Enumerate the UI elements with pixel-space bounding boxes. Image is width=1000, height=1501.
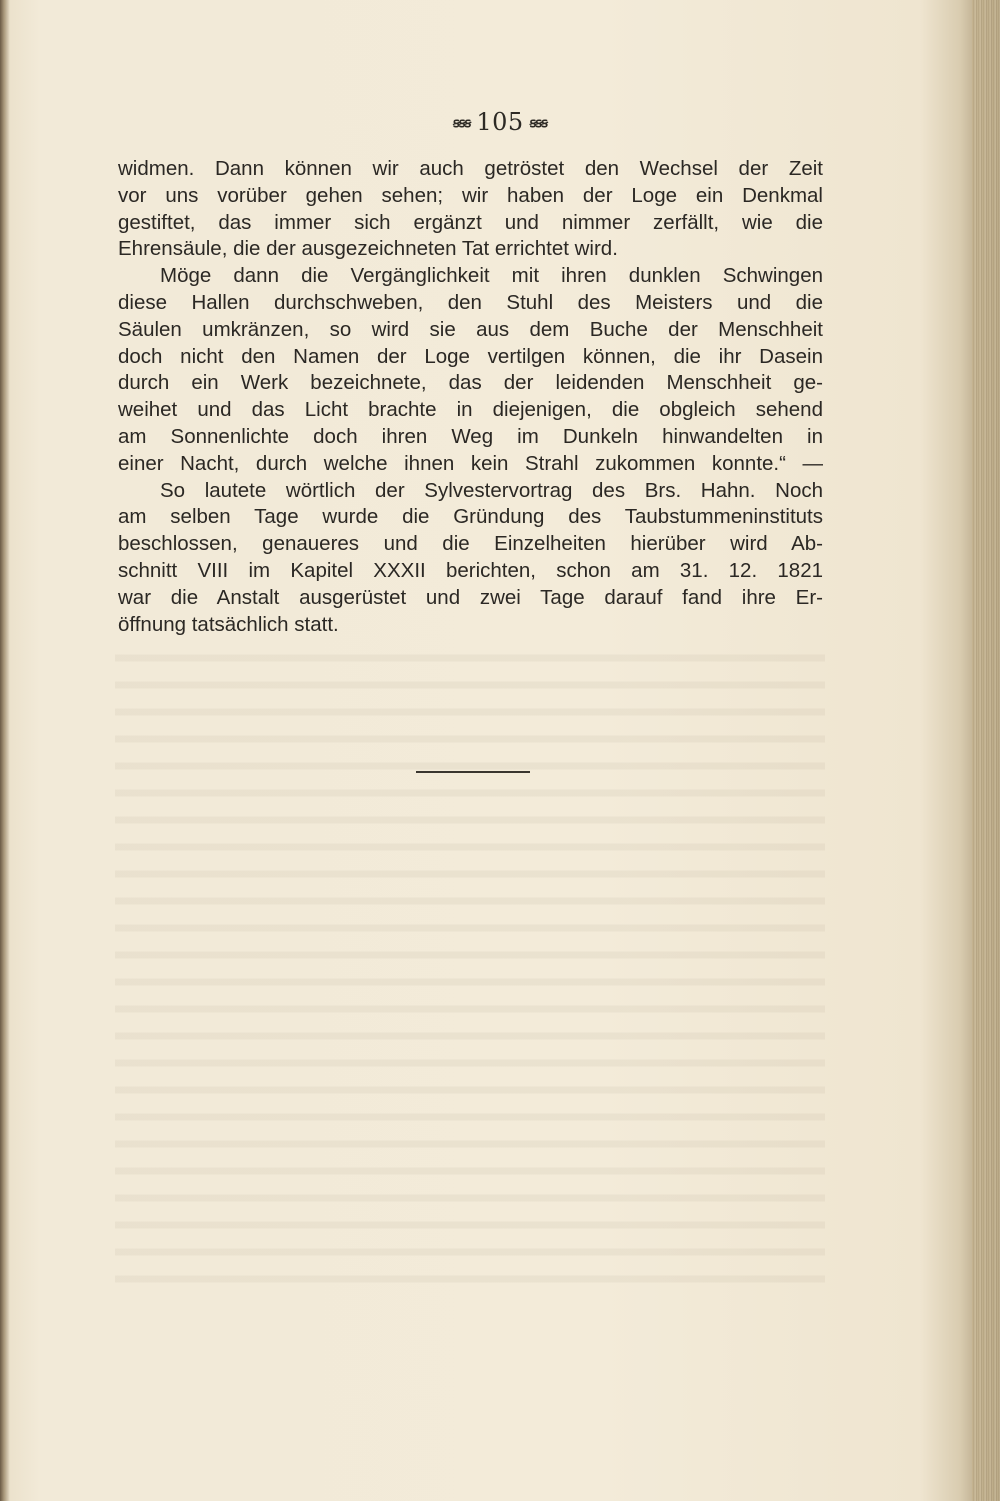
text-line: vor uns vorüber gehen sehen; wir haben der Loge ein Denkmal <box>118 183 823 207</box>
text-line: gestiftet, das immer sich ergänzt und nimmer zerfällt, wie die <box>118 210 823 234</box>
text-line: weihet und das Licht brachte in diejenigen, die obgleich sehend <box>118 398 823 422</box>
text-line: einer Nacht, durch welche ihnen kein Strahl zukommen konnte.“ — <box>118 451 823 475</box>
page-stack-edge <box>972 0 1000 1501</box>
text-line: beschlossen, genaueres und die Einzelheiten hierüber wird Ab- <box>118 532 823 556</box>
bleed-through-text <box>115 640 825 1300</box>
text-line: am Sonnenlichte doch ihren Weg im Dunkeln hinwandelten in <box>118 424 823 448</box>
text-line: durch ein Werk bezeichnete, das der leidenden Menschheit ge- <box>118 371 823 395</box>
section-divider-rule <box>416 771 530 773</box>
text-line: Möge dann die Vergänglichkeit mit ihren dunklen Schwingen <box>160 264 823 288</box>
page-header <box>0 108 1000 136</box>
binding-shadow <box>0 0 10 1501</box>
text-line: doch nicht den Namen der Loge vertilgen können, die ihr Dasein <box>118 344 823 368</box>
text-line: Ehrensäule, die der ausgezeichneten Tat errichtet wird. <box>118 237 618 261</box>
text-line: diese Hallen durchschweben, den Stuhl des Meisters und die <box>118 290 823 314</box>
header-ornament-left: ꞩꞩꞩ <box>453 116 471 131</box>
text-line: widmen. Dann können wir auch getröstet den Wechsel der Zeit <box>118 157 823 180</box>
header-ornament-right: ꞩꞩꞩ <box>529 116 547 131</box>
text-line: am selben Tage wurde die Gründung des Taubstummeninstituts <box>118 505 823 529</box>
body-text <box>118 156 823 638</box>
text-line: war die Anstalt ausgerüstet und zwei Tage darauf fand ihre Er- <box>118 585 823 609</box>
text-line: So lautete wörtlich der Sylvestervortrag des Brs. Hahn. Noch <box>160 478 823 502</box>
page-number: 105 <box>476 108 524 136</box>
text-line: Säulen umkränzen, so wird sie aus dem Buche der Menschheit <box>118 317 823 341</box>
text-line: schnitt VIII im Kapitel XXXII berichten, schon am 31. 12. 1821 <box>118 558 823 582</box>
text-line: öffnung tatsächlich statt. <box>118 612 339 636</box>
